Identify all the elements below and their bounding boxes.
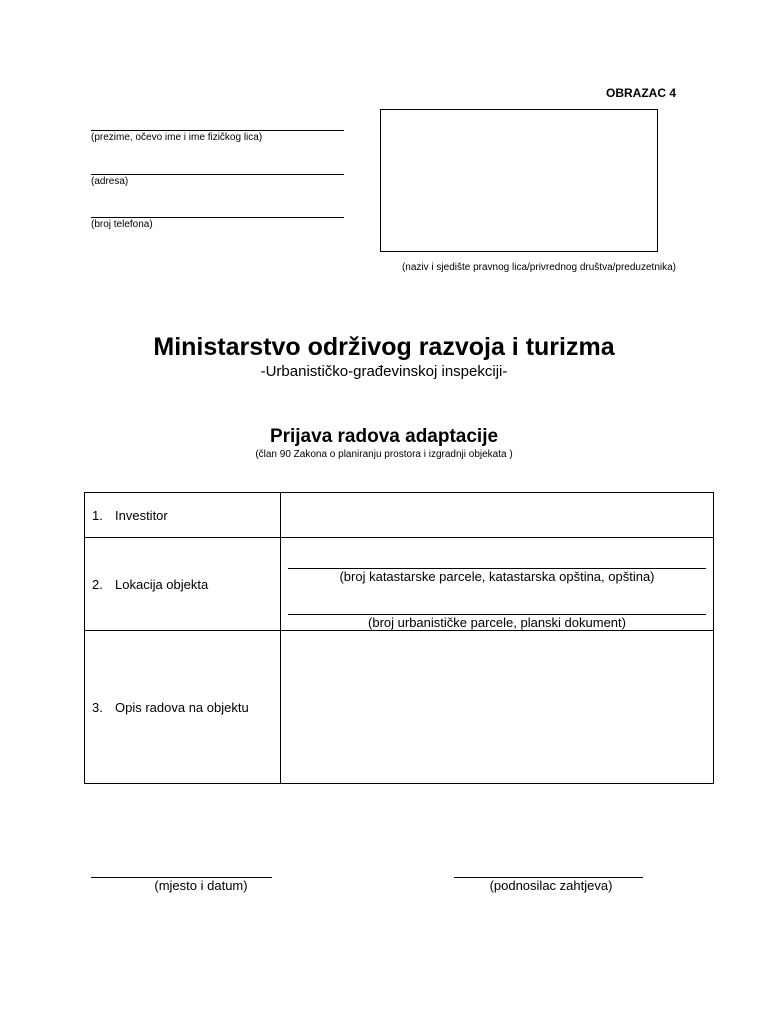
table-row — [85, 493, 714, 538]
phone-caption: (broj telefona) — [91, 219, 153, 230]
name-caption: (prezime, očevo ime i ime fizičkog lica) — [91, 132, 263, 143]
urban-parcel-caption: (broj urbanističke parcele, planski dokument) — [368, 615, 626, 630]
applicant-caption: (podnosilac zahtjeva) — [489, 878, 613, 893]
application-table — [84, 492, 714, 784]
row-label: Lokacija objekta — [115, 576, 209, 592]
location-input-cell — [281, 538, 714, 631]
table-row — [85, 538, 714, 631]
investor-input-cell[interactable] — [281, 493, 714, 538]
legal-entity-box[interactable] — [380, 109, 658, 252]
address-input-line[interactable] — [91, 174, 344, 175]
works-description-input-cell[interactable] — [281, 631, 714, 784]
form-code: OBRAZAC 4 — [605, 86, 676, 100]
row-label: Opis radova na objektu — [115, 699, 249, 715]
row-number: 1. — [92, 507, 103, 523]
cadastral-parcel-field[interactable] — [281, 538, 713, 584]
phone-input-line[interactable] — [91, 217, 344, 218]
row-label: Investitor — [115, 507, 168, 523]
address-caption: (adresa) — [91, 176, 129, 187]
name-input-line[interactable] — [91, 130, 344, 131]
urban-parcel-field[interactable] — [281, 584, 713, 630]
row-number: 2. — [92, 576, 103, 592]
inspection-subtitle: -Urbanističko-građevinskoj inspekciji- — [260, 363, 508, 380]
place-date-caption: (mjesto i datum) — [154, 878, 248, 893]
table-row — [85, 631, 714, 784]
cadastral-parcel-caption: (broj katastarske parcele, katastarska opština, opština) — [339, 569, 655, 584]
legal-reference: (član 90 Zakona o planiranju prostora i izgradnji objekata ) — [255, 449, 513, 460]
row-label-location — [85, 538, 281, 631]
legal-entity-caption: (naziv i sjedište pravnog lica/privrednog društva/preduzetnika) — [401, 262, 676, 273]
document-title: Prijava radova adaptacije — [269, 426, 499, 447]
row-number: 3. — [92, 699, 103, 715]
row-label-investor — [85, 493, 281, 538]
row-label-works-description — [85, 631, 281, 784]
ministry-title: Ministarstvo održivog razvoja i turizma — [153, 333, 615, 361]
